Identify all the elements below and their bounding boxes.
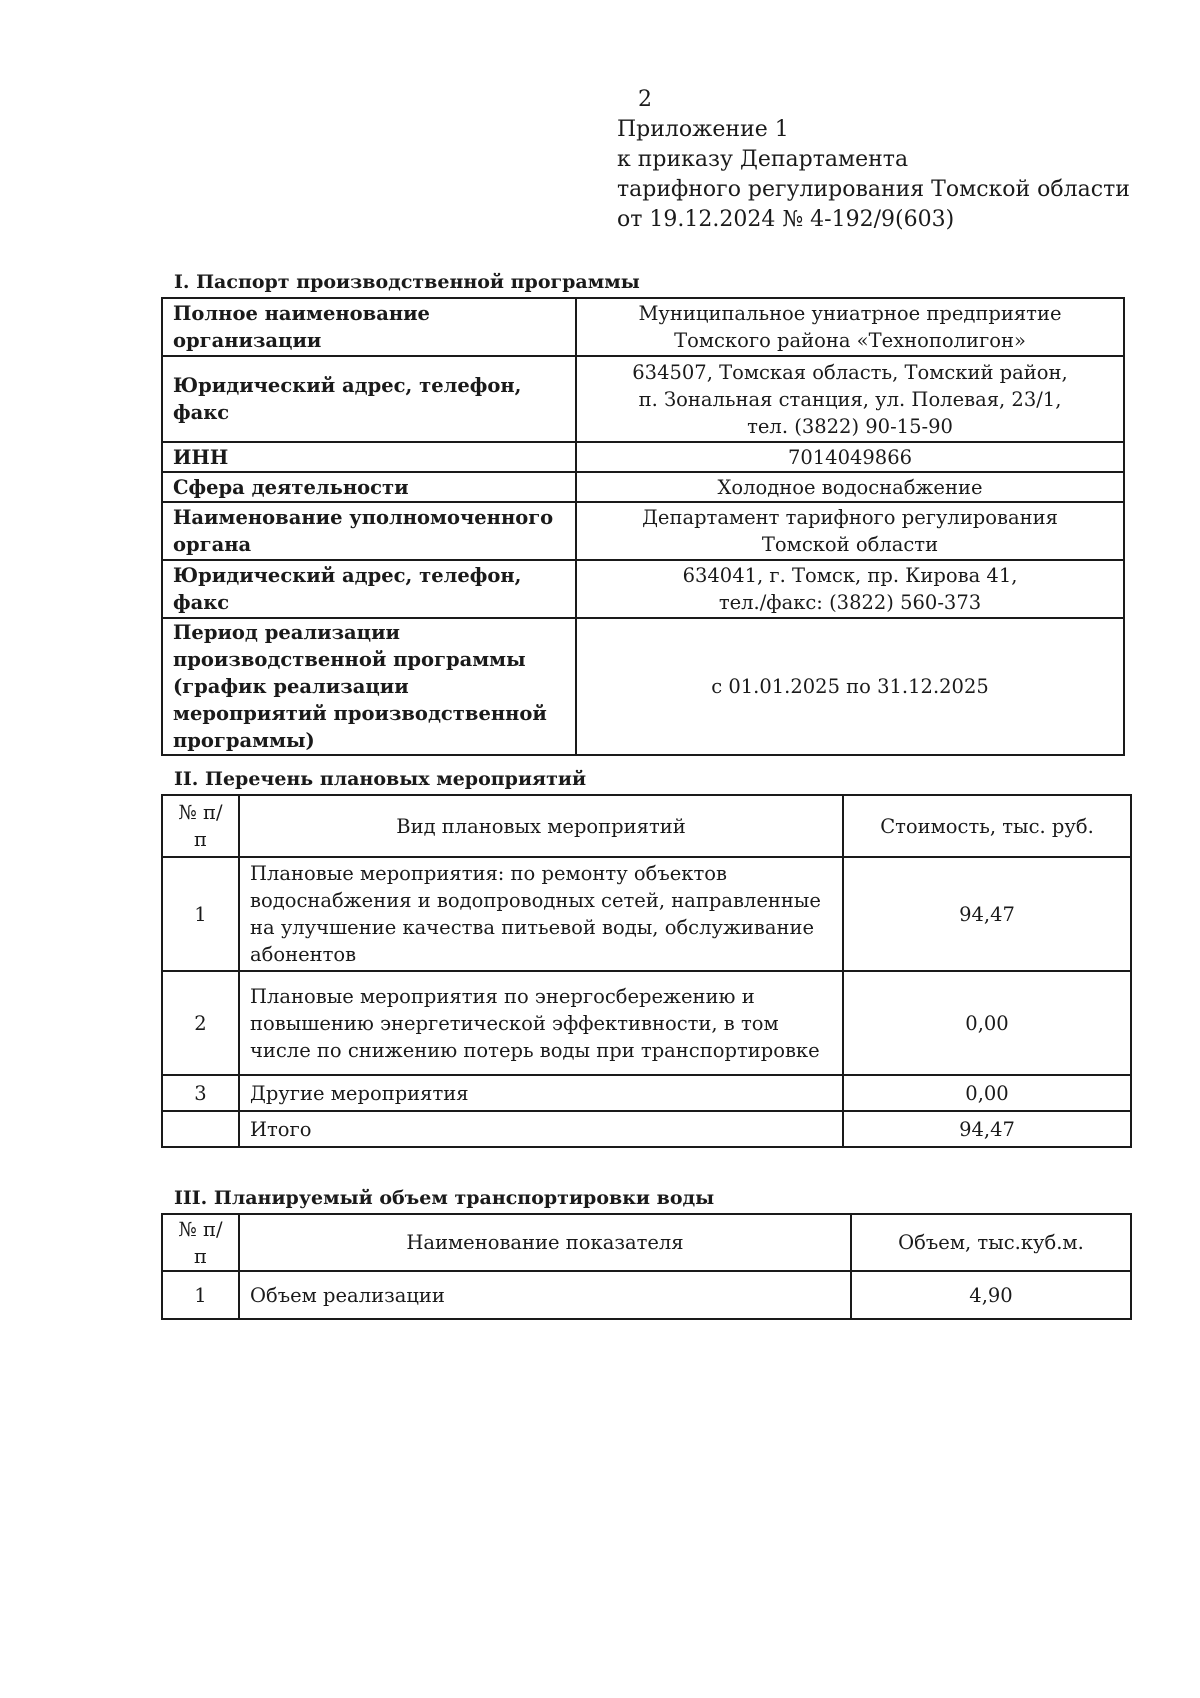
table-row (162, 356, 1124, 442)
row-value: с 01.01.2025 по 31.12.2025 (576, 618, 1124, 755)
row-value (576, 356, 1124, 442)
value-line: Томского района «Технополигон» (674, 329, 1026, 352)
appendix-line: от 19.12.2024 № 4-192/9(603) (617, 207, 955, 232)
section-3-title: III. Планируемый объем транспортировки воды (174, 1187, 715, 1209)
column-header-number: № п/п (162, 1214, 239, 1271)
indicator-volume: 4,90 (851, 1271, 1131, 1319)
table-row (162, 502, 1124, 560)
table-row (162, 442, 1124, 472)
table-row (162, 298, 1124, 356)
column-header-indicator: Наименование показателя (239, 1214, 851, 1271)
table-header-row (162, 1214, 1131, 1271)
table-row (162, 560, 1124, 618)
table-row (162, 1075, 1131, 1111)
value-line: п. Зональная станция, ул. Полевая, 23/1, (638, 387, 1062, 411)
table-row (162, 618, 1124, 755)
row-value (576, 502, 1124, 560)
indicator-name: Объем реализации (239, 1271, 851, 1319)
appendix-line: Приложение 1 (617, 117, 789, 142)
value-line: 634041, г. Томск, пр. Кирова 41, (682, 564, 1018, 587)
row-value: Холодное водоснабжение (576, 472, 1124, 502)
row-label: Юридический адрес, телефон, факс (162, 560, 576, 618)
appendix-line: к приказу Департамента (617, 147, 909, 172)
water-transport-volume-table (161, 1213, 1132, 1320)
value-line: 634507, Томская область, Томский район, (632, 360, 1068, 384)
table-row (162, 472, 1124, 502)
value-line: тел. (3822) 90-15-90 (747, 414, 953, 438)
appendix-reference (617, 115, 1130, 235)
total-label: Итого (239, 1111, 843, 1147)
table-header-row (162, 795, 1131, 857)
row-value: 7014049866 (576, 442, 1124, 472)
value-line: тел./факс: (3822) 560-373 (718, 591, 982, 614)
activity-cost: 0,00 (843, 971, 1131, 1075)
row-label: Сфера деятельности (162, 472, 576, 502)
value-line: Томской области (761, 533, 939, 556)
column-header-volume: Объем, тыс.куб.м. (851, 1214, 1131, 1271)
row-value (576, 560, 1124, 618)
value-line: Департамент тарифного регулирования (642, 506, 1058, 529)
row-label: ИНН (162, 442, 576, 472)
value-line: Муниципальное униатрное предприятие (638, 302, 1062, 325)
activity-name: Плановые мероприятия: по ремонту объектов водоснабжения и водопроводных сетей, направленные на улучшение качества питьевой воды, обслуживание абонентов (239, 857, 843, 971)
row-number: 3 (162, 1075, 239, 1111)
row-number (162, 1111, 239, 1147)
appendix-line: тарифного регулирования Томской области (617, 177, 1130, 202)
row-number: 1 (162, 857, 239, 971)
row-label: Юридический адрес, телефон, факс (162, 356, 576, 442)
row-label: Полное наименование организации (162, 298, 576, 356)
row-number: 1 (162, 1271, 239, 1319)
activity-cost: 94,47 (843, 857, 1131, 971)
section-1-title: I. Паспорт производственной программы (174, 271, 640, 293)
table-row (162, 1271, 1131, 1319)
total-cost: 94,47 (843, 1111, 1131, 1147)
activity-name: Другие мероприятия (239, 1075, 843, 1111)
activity-name: Плановые мероприятия по энергосбережению и повышению энергетической эффективности, в том числе по снижению потерь воды при транспортировке (239, 971, 843, 1075)
column-header-activity: Вид плановых мероприятий (239, 795, 843, 857)
row-label: Период реализации производственной программы (график реализации мероприятий производственной программы) (162, 618, 576, 755)
table-row (162, 971, 1131, 1075)
page-number: 2 (638, 87, 652, 112)
table-total-row (162, 1111, 1131, 1147)
column-header-number: № п/п (162, 795, 239, 857)
row-label: Наименование уполномоченного органа (162, 502, 576, 560)
section-2-title: II. Перечень плановых мероприятий (174, 768, 587, 790)
planned-activities-table (161, 794, 1132, 1148)
column-header-cost: Стоимость, тыс. руб. (843, 795, 1131, 857)
passport-table (161, 297, 1125, 756)
activity-cost: 0,00 (843, 1075, 1131, 1111)
row-value (576, 298, 1124, 356)
table-row (162, 857, 1131, 971)
row-number: 2 (162, 971, 239, 1075)
